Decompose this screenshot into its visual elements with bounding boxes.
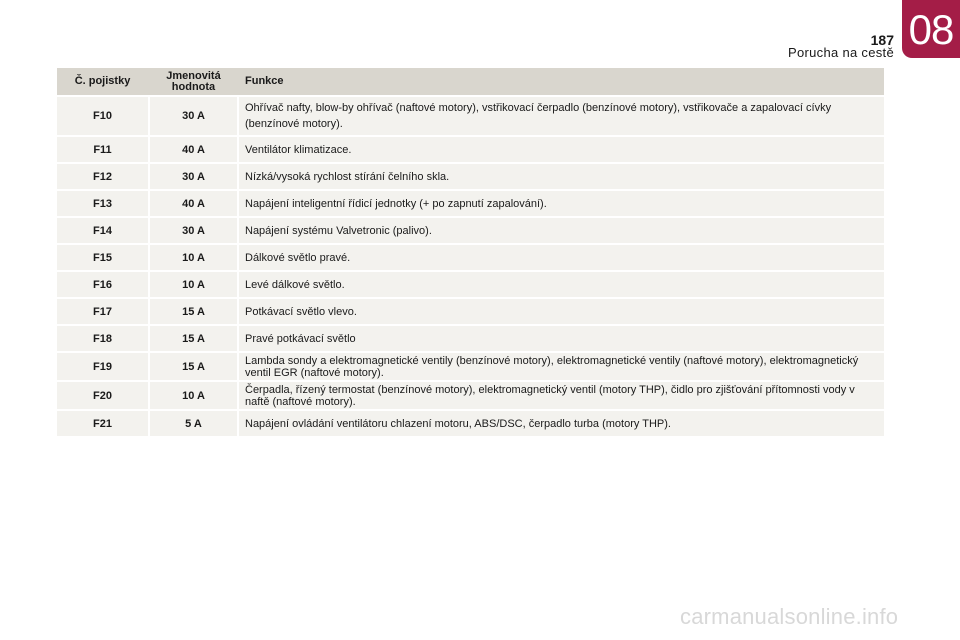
fuse-function: Levé dálkové světlo. bbox=[239, 270, 884, 297]
fuse-id: F14 bbox=[57, 216, 148, 243]
chapter-tab: 08 bbox=[902, 0, 960, 58]
fuse-id: F20 bbox=[57, 380, 148, 409]
watermark: carmanualsonline.info bbox=[680, 604, 899, 629]
fuse-id: F16 bbox=[57, 270, 148, 297]
column-header-fuse-number: Č. pojistky bbox=[57, 68, 148, 95]
table-row bbox=[57, 243, 884, 270]
fuse-rating: 10 A bbox=[148, 380, 239, 409]
table-row bbox=[57, 95, 884, 135]
fuse-id: F12 bbox=[57, 162, 148, 189]
table-row bbox=[57, 409, 884, 436]
table-row bbox=[57, 162, 884, 189]
fuse-function: Ohřívač nafty, blow-by ohřívač (naftové motory), vstřikovací čerpadlo (benzínové motory), vstřikovače a zapalovací cívky (benzínové motory). bbox=[239, 95, 884, 135]
fuse-function: Pravé potkávací světlo bbox=[239, 324, 884, 351]
fuse-rating: 10 A bbox=[148, 243, 239, 270]
fuse-rating: 15 A bbox=[148, 351, 239, 380]
section-title: Porucha na cestě bbox=[788, 45, 894, 60]
fuse-id: F11 bbox=[57, 135, 148, 162]
table-row bbox=[57, 135, 884, 162]
column-header-rating-label: Jmenovitá hodnota bbox=[166, 69, 221, 93]
fuse-rating: 40 A bbox=[148, 135, 239, 162]
fuse-rating: 30 A bbox=[148, 216, 239, 243]
fuse-id: F15 bbox=[57, 243, 148, 270]
table-row bbox=[57, 270, 884, 297]
fuse-table bbox=[57, 68, 884, 436]
page-number: 187 bbox=[870, 32, 894, 48]
fuse-id: F17 bbox=[57, 297, 148, 324]
fuse-id: F18 bbox=[57, 324, 148, 351]
fuse-rating: 15 A bbox=[148, 324, 239, 351]
fuse-id: F13 bbox=[57, 189, 148, 216]
fuse-rating: 15 A bbox=[148, 297, 239, 324]
fuse-rating: 10 A bbox=[148, 270, 239, 297]
fuse-function: Napájení inteligentní řídicí jednotky (+ po zapnutí zapalování). bbox=[239, 189, 884, 216]
column-header-rating bbox=[148, 68, 239, 95]
fuse-rating: 40 A bbox=[148, 189, 239, 216]
table-row bbox=[57, 189, 884, 216]
fuse-function: Napájení ovládání ventilátoru chlazení motoru, ABS/DSC, čerpadlo turba (motory THP). bbox=[239, 409, 884, 436]
fuse-id: F10 bbox=[57, 95, 148, 135]
fuse-function: Nízká/vysoká rychlost stírání čelního skla. bbox=[239, 162, 884, 189]
column-header-function: Funkce bbox=[239, 68, 884, 95]
fuse-rating: 5 A bbox=[148, 409, 239, 436]
fuse-function: Ventilátor klimatizace. bbox=[239, 135, 884, 162]
table-row bbox=[57, 380, 884, 409]
fuse-function: Potkávací světlo vlevo. bbox=[239, 297, 884, 324]
fuse-function: Dálkové světlo pravé. bbox=[239, 243, 884, 270]
table-header-row bbox=[57, 68, 884, 95]
table-row bbox=[57, 216, 884, 243]
fuse-function: Čerpadla, řízený termostat (benzínové motory), elektromagnetický ventil (motory THP), čidlo pro zjišťování přítomnosti vody v naftě (naftové motory). bbox=[239, 380, 884, 409]
table-row bbox=[57, 324, 884, 351]
fuse-function: Napájení systému Valvetronic (palivo). bbox=[239, 216, 884, 243]
fuse-id: F21 bbox=[57, 409, 148, 436]
fuse-rating: 30 A bbox=[148, 162, 239, 189]
fuse-function: Lambda sondy a elektromagnetické ventily (benzínové motory), elektromagnetické ventily (naftové motory), elektromagnetický ventil EGR (naftové motory). bbox=[239, 351, 884, 380]
fuse-rating: 30 A bbox=[148, 95, 239, 135]
fuse-id: F19 bbox=[57, 351, 148, 380]
table-row bbox=[57, 351, 884, 380]
table-row bbox=[57, 297, 884, 324]
